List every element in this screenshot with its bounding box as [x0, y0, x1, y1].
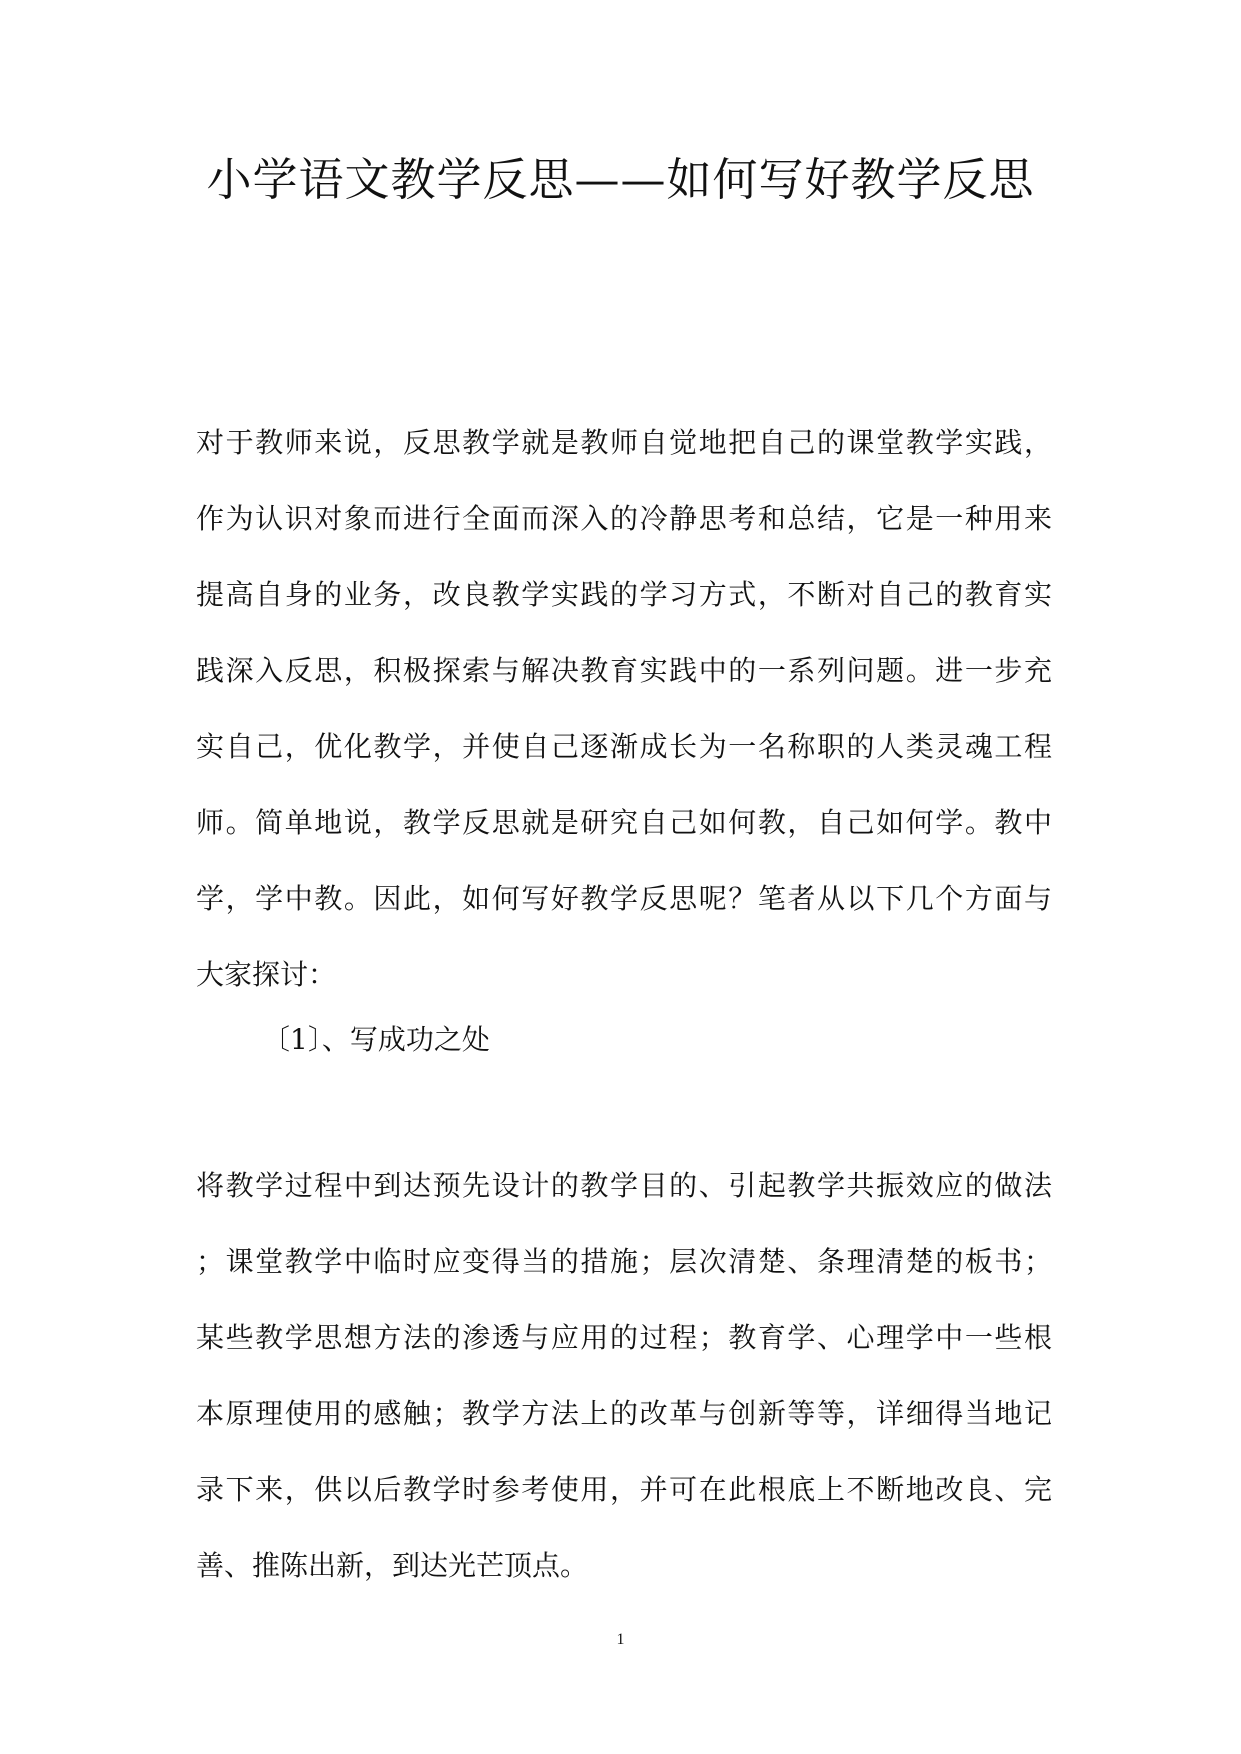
- paragraph-line: 将教学过程中到达预先设计的教学目的、引起教学共振效应的做法: [196, 1169, 1052, 1202]
- document-title: 小学语文教学反思——如何写好教学反思: [206, 153, 1035, 206]
- paragraph-line: 本原理使用的感触；教学方法上的改革与创新等等，详细得当地记: [196, 1397, 1052, 1430]
- paragraph-line: 提高自身的业务，改良教学实践的学习方式，不断对自己的教育实: [196, 578, 1052, 611]
- paragraph-line: 录下来，供以后教学时参考使用，并可在此根底上不断地改良、完: [196, 1473, 1052, 1506]
- paragraph-line: ；课堂教学中临时应变得当的措施；层次清楚、条理清楚的板书；: [196, 1245, 1052, 1278]
- paragraph-line: 师。简单地说，教学反思就是研究自己如何教，自己如何学。教中: [196, 806, 1052, 839]
- paragraph-line: 对于教师来说，反思教学就是教师自觉地把自己的课堂教学实践，: [196, 426, 1052, 459]
- section-heading: 〔1〕、写成功之处: [262, 1023, 490, 1056]
- paragraph-line: 作为认识对象而进行全面而深入的冷静思考和总结，它是一种用来: [196, 502, 1052, 535]
- paragraph-line: 实自己，优化教学，并使自己逐渐成长为一名称职的人类灵魂工程: [196, 730, 1052, 763]
- intro-paragraph: [196, 405, 1052, 1013]
- paragraph-line: 某些教学思想方法的渗透与应用的过程；教育学、心理学中一些根: [196, 1321, 1052, 1354]
- paragraph-line: 学，学中教。因此，如何写好教学反思呢？笔者从以下几个方面与: [196, 882, 1052, 915]
- paragraph-line: 大家探讨：: [196, 958, 337, 991]
- paragraph-line: 善、推陈出新，到达光芒顶点。: [196, 1549, 589, 1582]
- page-number: 1: [616, 1631, 625, 1648]
- success-paragraph: [196, 1148, 1052, 1604]
- paragraph-line: 践深入反思，积极探索与解决教育实践中的一系列问题。进一步充: [196, 654, 1052, 687]
